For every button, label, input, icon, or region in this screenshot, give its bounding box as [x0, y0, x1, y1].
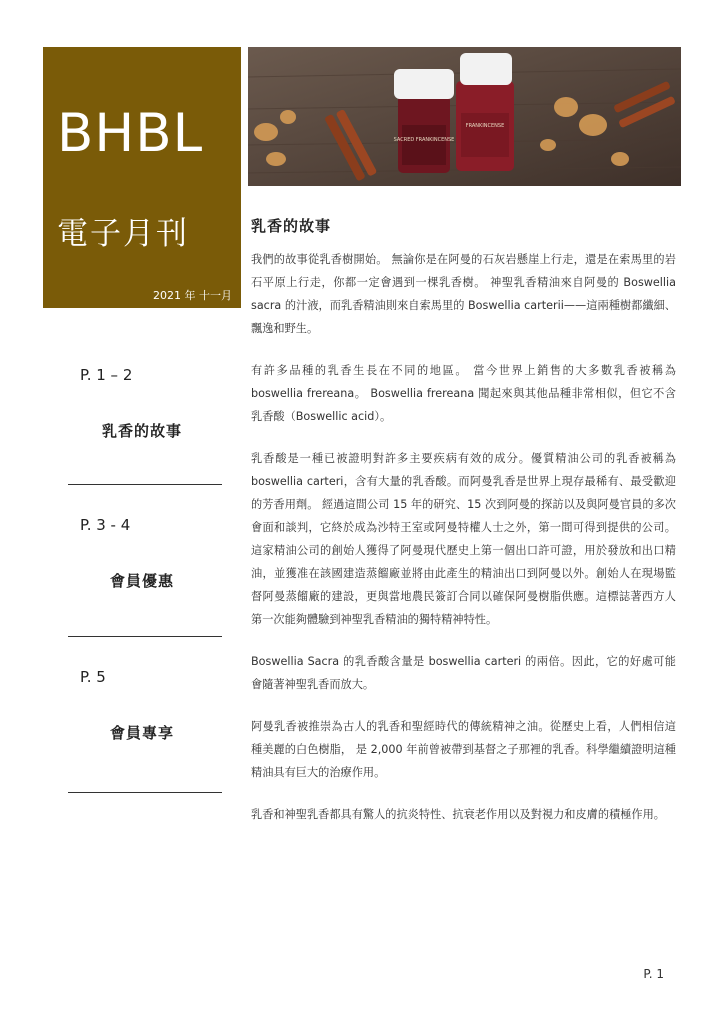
article-paragraph: 有許多品種的乳香生長在不同的地區。 當今世界上銷售的大多數乳香被稱為 boswellia frereana。 Boswellia frereana 聞起來與其他品種非常相似，但它不含乳香酸（Boswellic acid）。 — [251, 364, 676, 423]
toc-title-1: 乳香的故事 — [101, 422, 182, 440]
article-title: 乳香的故事 — [251, 217, 332, 235]
page-number: P. 1 — [643, 967, 664, 981]
toc-divider — [68, 636, 222, 637]
article-paragraph: Boswellia Sacra 的乳香酸含量是 boswellia carteri 的兩倍。因此，它的好處可能會隨著神聖乳香而放大。 — [251, 655, 676, 691]
toc-divider — [68, 792, 222, 793]
article-paragraph: 乳香酸是一種已被證明對許多主要疾病有效的成分。優質精油公司的乳香被稱為 boswellia carteri，含有大量的乳香酸。而阿曼乳香是世界上現存最稀有、最受歡迎的芳香用劑。 經過這間公司 15 年的研究、15 次到阿曼的探訪以及與阿曼官員的多次會面和談判，它終於成為沙特王室或阿曼特權人士之外，第一間可得到提供的公司。這家精油公司的創始人獲得了阿曼現代歷史上第一個出口許可證，用於發放和出口精油，並獲准在該國建造蒸餾廠並將由此產生的精油出口到阿曼以外。創始人在現場監督阿曼蒸餾廠的建設，更與當地農民簽訂合同以確保阿曼樹脂供應。這標誌著西方人第一次能夠體驗到神聖乳香精油的獨特精神特性。 — [251, 452, 676, 626]
toc-title-3: 會員專享 — [109, 724, 174, 742]
article-paragraph: 乳香和神聖乳香都具有驚人的抗炎特性、抗衰老作用以及對視力和皮膚的積極作用。 — [251, 808, 665, 821]
toc-divider — [68, 484, 222, 485]
masthead — [43, 47, 241, 308]
bottle-left-label: SACRED FRANKINCENSE — [393, 137, 455, 143]
bottle-sacred-frankincense — [394, 69, 455, 173]
bottle-frankincense — [456, 53, 514, 171]
toc-title-2: 會員優惠 — [109, 572, 174, 590]
toc-page-2: P. 3 - 4 — [80, 516, 131, 534]
toc-page-1: P. 1 – 2 — [80, 366, 133, 384]
brand-title: BHBL — [57, 103, 204, 164]
toc-page-3: P. 5 — [80, 668, 106, 686]
hero-image — [248, 47, 681, 186]
issue-date: 2021 年 十一月 — [153, 289, 232, 302]
bottle-right-label: FRANKINCENSE — [465, 123, 505, 129]
article-paragraph: 我們的故事從乳香樹開始。 無論你是在阿曼的石灰岩懸崖上行走，還是在索馬里的岩石平原上行走，你都一定會遇到一棵乳香樹。 神聖乳香精油來自阿曼的 Boswellia sacra 的汁液，而乳香精油則來自索馬里的 Boswellia carterii——這兩種樹都纖細、飄逸和野生。 — [251, 253, 676, 335]
article-paragraph: 阿曼乳香被推崇為古人的乳香和聖經時代的傳統精神之油。從歷史上看，人們相信這種美麗的白色樹脂， 是 2,000 年前曾被帶到基督之子那裡的乳香。科學繼續證明這種精油具有巨大的治療作用。 — [251, 720, 676, 779]
publication-subtitle: 電子月刊 — [57, 216, 189, 252]
article — [251, 215, 676, 826]
